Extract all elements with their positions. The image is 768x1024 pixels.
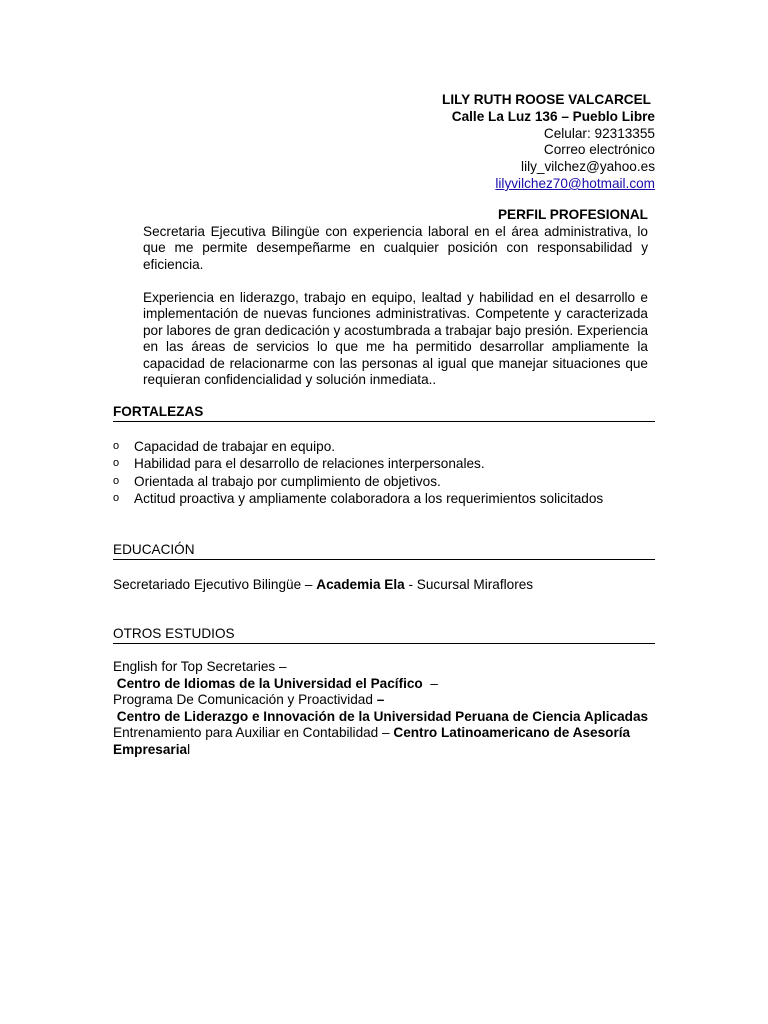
- phone: Celular: 92313355: [543, 125, 655, 141]
- strength-text: Orientada al trabajo por cumplimiento de objetivos.: [134, 473, 441, 489]
- course-2: Programa De Comunicación y Proactividad: [113, 692, 373, 708]
- email-hotmail-link[interactable]: lilyvilchez70@hotmail.com: [495, 175, 655, 191]
- strengths-heading: FORTALEZAS: [113, 404, 655, 422]
- dash: –: [430, 675, 438, 691]
- profile-paragraph-1: Secretaria Ejecutiva Bilingüe con experiencia laboral en el área administrativa, lo que me permite desempeñarme en cualquier posición con responsabilidad y eficiencia.: [143, 224, 648, 272]
- list-item: [113, 473, 603, 490]
- institution-1: Centro de Idiomas de la Universidad el Pacífico: [116, 675, 423, 691]
- institution-3: Centro Latinoamericano de Asesoría Empresaria: [113, 725, 631, 757]
- list-item: [113, 438, 603, 455]
- education-branch: - Sucursal Miraflores: [408, 577, 534, 592]
- course-3: Entrenamiento para Auxiliar en Contabilidad –: [113, 725, 390, 741]
- list-item: [113, 490, 603, 507]
- applicant-name: LILY RUTH ROOSE VALCARCEL: [442, 92, 651, 107]
- address: Calle La Luz 136 – Pueblo Libre: [451, 108, 655, 124]
- strength-text: Habilidad para el desarrollo de relaciones interpersonales.: [134, 456, 485, 472]
- email-label: Correo electrónico: [543, 142, 655, 158]
- institution-3-tail: l: [187, 741, 191, 757]
- institution-1-line: [113, 676, 658, 693]
- other-studies-list: [113, 659, 658, 759]
- other-studies-heading: OTROS ESTUDIOS: [113, 626, 655, 644]
- list-item: [113, 455, 603, 472]
- profile-paragraph-2: Experiencia en liderazgo, trabajo en equipo, lealtad y habilidad en el desarrollo e implementación de nuevas funciones administrativas. Competente y caracterizada por labores de gran dedicación y acostumbrada a trabajar bajo presión. Experiencia en las áreas de servicios lo que me ha permitido desarrollar ampliamente la capacidad de relacionarme con las personas al igual que manejar situaciones que requieran confidencialidad y solución inmediata..: [143, 290, 648, 388]
- education-program: Secretariado Ejecutivo Bilingüe –: [113, 577, 313, 592]
- course-1: English for Top Secretaries –: [113, 659, 287, 674]
- bullet-icon: o: [113, 457, 120, 470]
- institution-2: Centro de Liderazgo e Innovación de la Universidad Peruana de Ciencia Aplicadas: [116, 708, 649, 724]
- institution-2-line: [113, 709, 658, 726]
- email-yahoo: lily_vilchez@yahoo.es: [521, 159, 655, 175]
- strength-text: Actitud proactiva y ampliamente colaboradora a los requerimientos solicitados: [134, 491, 604, 507]
- course-3-line: [113, 725, 658, 758]
- course-2-line: [113, 692, 658, 709]
- education-heading: EDUCACIÓN: [113, 542, 655, 560]
- education-entry: [113, 577, 533, 592]
- bullet-icon: o: [113, 492, 120, 505]
- strengths-list: [113, 438, 603, 508]
- education-institution: Academia Ela: [316, 577, 405, 592]
- contact-header: [442, 92, 655, 193]
- bullet-icon: o: [113, 440, 120, 452]
- profile-title: PERFIL PROFESIONAL: [497, 207, 648, 222]
- bullet-icon: o: [113, 474, 120, 487]
- strength-text: Capacidad de trabajar en equipo.: [134, 439, 336, 454]
- dash: –: [376, 692, 385, 708]
